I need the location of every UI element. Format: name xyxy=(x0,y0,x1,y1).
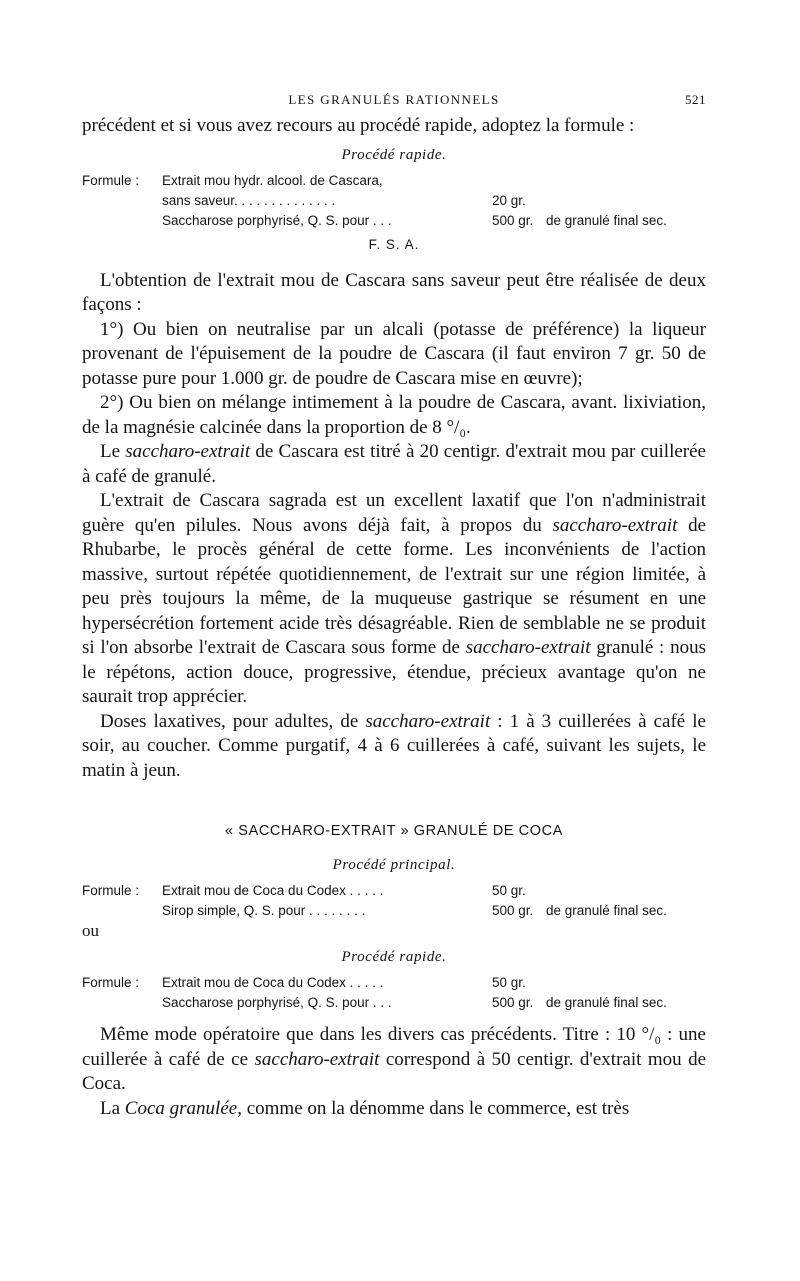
italic-term: saccharo-extrait xyxy=(254,1048,380,1070)
paragraph: La Coca granulée, comme on la dénomme dans le commerce, est très xyxy=(100,1097,630,1119)
ingredient-qty: 500 gr. xyxy=(492,212,534,228)
ingredient-line: sans saveur. . . . . . . . . . . . . . xyxy=(162,192,336,208)
formula-label: Formule : xyxy=(82,172,140,188)
ingredient-line: Saccharose porphyrisé, Q. S. pour . . . xyxy=(162,995,392,1010)
ingredient-qty: 50 gr. xyxy=(492,883,526,898)
coca-principal-formula xyxy=(82,881,706,921)
ingredient-line: Extrait mou de Coca du Codex . . . . . xyxy=(162,883,384,898)
coca-rapide-formula xyxy=(82,973,706,1013)
coca-rapide-procedure-title: Procédé rapide. xyxy=(341,949,447,965)
paragraph: Doses laxatives, pour adultes, de saccharo-extrait : 1 à 3 cuillerées à café le soir, au coucher. Comme purgatif, 4 à 6 cuillerées à café, suivant les sujets, le matin à jeun. xyxy=(82,710,706,781)
page xyxy=(82,88,706,1121)
running-header xyxy=(82,88,706,114)
italic-term: saccharo-extrait xyxy=(125,441,251,462)
ingredient-qty: 500 gr. xyxy=(492,995,534,1010)
paragraph: L'obtention de l'extrait mou de Cascara sans saveur peut être réalisée de deux façons : xyxy=(82,269,706,315)
or-word: ou xyxy=(82,921,99,940)
paragraph: Le saccharo-extrait de Cascara est titré à 20 centigr. d'extrait mou par cuillerée à café de granulé. xyxy=(82,441,706,487)
header-title: LES GRANULÉS RATIONNELS xyxy=(288,92,500,107)
ingredient-line: Sirop simple, Q. S. pour . . . . . . . . xyxy=(162,903,366,918)
ingredient-qty: 20 gr. xyxy=(492,192,526,208)
ingredient-note: de granulé final sec. xyxy=(546,212,667,228)
ingredient-line: Extrait mou hydr. alcool. de Cascara, xyxy=(162,172,383,188)
paragraph: 1°) Ou bien on neutralise par un alcali (potasse de préférence) la liqueur provenant de l'épuisement de la poudre de Cascara (il faut environ 7 gr. 50 de potasse pure pour 1.000 gr. de poudre de Cascara mise en œuvre); xyxy=(82,318,706,389)
cascara-procedure-title: Procédé rapide. xyxy=(341,146,447,163)
italic-term: saccharo-extrait xyxy=(465,637,591,658)
section-title: « SACCHARO-EXTRAIT » GRANULÉ DE COCA xyxy=(225,823,563,839)
coca-principal-procedure-title: Procédé principal. xyxy=(332,857,456,873)
italic-term: Coca granulée xyxy=(124,1097,238,1119)
italic-term: saccharo-extrait xyxy=(552,514,678,536)
paragraph: 2°) Ou bien on mélange intimement à la poudre de Cascara, avant. lixiviation, de la magnésie calcinée dans la proportion de 8 °/₀. xyxy=(82,392,706,438)
ingredient-note: de granulé final sec. xyxy=(546,995,667,1010)
formula-label: Formule : xyxy=(82,975,140,990)
page-number: 521 xyxy=(685,92,706,107)
ingredient-line: Saccharose porphyrisé, Q. S. pour . . . xyxy=(162,212,392,228)
ingredient-line: Extrait mou de Coca du Codex . . . . . xyxy=(162,975,384,990)
ingredient-qty: 500 gr. xyxy=(492,903,534,918)
formula-label: Formule : xyxy=(82,883,140,898)
ingredient-qty: 50 gr. xyxy=(492,975,526,990)
paragraph: L'extrait de Cascara sagrada est un excellent laxatif que l'on n'administrait guère qu'en pilules. Nous avons déjà fait, à propos du saccharo-extrait de Rhubarbe, le procès général de cette forme. Les inconvénients de l'action massive, surtout répétée quotidiennement, de l'extrait sur une région limitée, à peu près toujours la même, de la muqueuse gastrique se résument en une hypersécrétion fortement acide très désagréable. Rien de semblable ne se produit si l'on absorbe l'extrait de Cascara sous forme de saccharo-extrait granulé : nous le répétons, action douce, progressive, étendue, précieux avantage qu'on ne saurait trop apprécier. xyxy=(82,490,706,707)
ingredient-note: de granulé final sec. xyxy=(546,903,667,918)
cascara-formula xyxy=(82,171,706,231)
paragraph: Même mode opératoire que dans les divers cas précédents. Titre : 10 °/₀ : une cuillerée à café de ce saccharo-extrait correspond à 50 centigr. d'extrait mou de Coca. xyxy=(82,1024,707,1094)
fsa-abbreviation: F. S. A. xyxy=(368,236,420,252)
paragraph-intro: précédent et si vous avez recours au procédé rapide, adoptez la formule : xyxy=(82,115,635,136)
italic-term: saccharo-extrait xyxy=(365,710,491,732)
